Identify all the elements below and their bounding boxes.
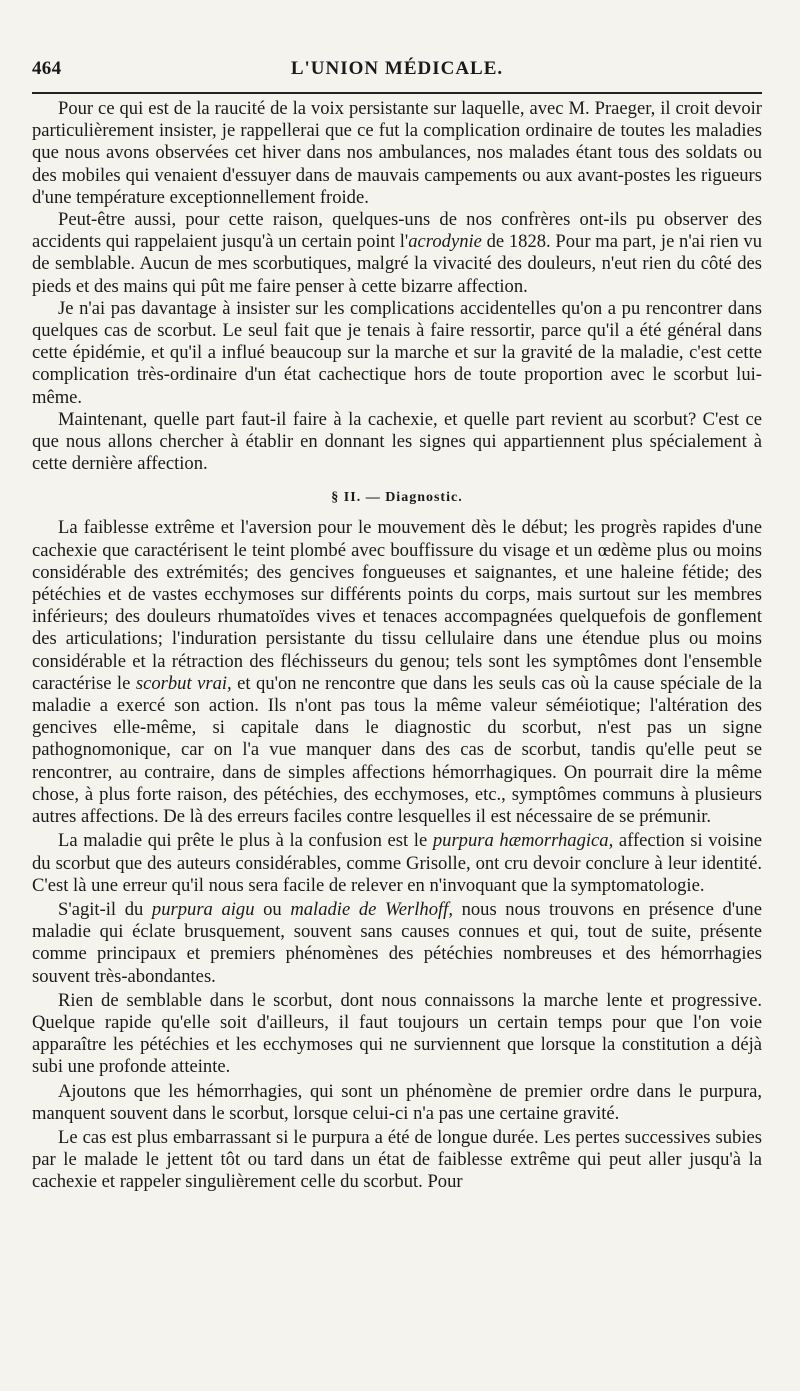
paragraph <box>32 990 762 1079</box>
paragraph <box>32 1081 762 1125</box>
text-run: Pour ce qui est de la raucité de la voix persistante sur laquelle, avec M. Praeger, il croit devoir particulièrement insister, je rappellerai que ce fut la complication ordinaire de toutes les maladies que nous avons observées cet hiver dans nos ambulances, nos malades étant tous des soldats ou des mobiles qui venaient d'essuyer dans de mauvais campements ou aux avant-postes les rigueurs d'une température exceptionnellement froide. <box>32 98 762 208</box>
text-run: La faiblesse extrême et l'aversion pour le mouvement dès le début; les progrès rapides d'une cachexie que caractérisent le teint plombé avec bouffissure du visage et un œdème plus ou moins considérable des extrémités; des gencives fongueuses et saignantes, et une haleine fétide; des pétéchies et de vastes ecchymoses sur différents points du corps, mais surtout sur les membres inférieurs; des douleurs rhumatoïdes vives et tenaces accompagnées quelquefois de gonflement des articulations; l'induration persistante du tissu cellulaire dans une étendue plus ou moins considérable et la rétraction des fléchisseurs du genou; tels sont les symptômes dont l'ensemble caractérise le <box>32 517 762 694</box>
text-run: Je n'ai pas davantage à insister sur les complications accidentelles qu'on a pu rencontrer dans quelques cas de scorbut. Le seul fait que je tenais à faire ressortir, parce qu'il a été général dans cette épidémie, et qu'il a influé beaucoup sur la marche et sur la gravité de la maladie, c'est cette complication très-ordinaire d'un état cachectique hors de toute proportion avec le scorbut lui-même. <box>32 297 762 408</box>
section-heading: § II. — Diagnostic. <box>331 490 463 506</box>
journal-title: L'UNION MÉDICALE. <box>290 58 504 79</box>
paragraph <box>32 98 762 209</box>
text-block-after <box>32 517 762 1193</box>
italic-term: acrodynie <box>408 231 482 253</box>
text-run: affection si voisine du scorbut que des auteurs considérables, comme Grisolle, ont cru devoir conclure à leur identité. C'est là une erreur qu'il nous sera facile de relever en n'invoquant que la symptomatologie. <box>32 830 762 896</box>
text-run: Maintenant, quelle part faut-il faire à la cachexie, et quelle part revient au scorbut? C'est ce que nous allons chercher à établir en donnant les signes qui appartiennent plus spécialement à cette dernière affection. <box>32 408 762 475</box>
text-run: La maladie qui prête le plus à la confusion est le <box>58 830 433 852</box>
text-run: Rien de semblable dans le scorbut, dont nous connaissons la marche lente et progressive. Quelque rapide qu'elle soit d'ailleurs, il faut toujours un certain temps pour que l'on voie apparaître les pétéchies et les ecchymoses qui ne surviennent que lorsque la constitution a déjà subi une profonde atteinte. <box>32 989 762 1078</box>
text-run: de 1828. Pour ma part, je n'ai rien vu de semblable. Aucun de mes scorbutiques, malgré la vivacité des douleurs, n'eut rien du côté des pieds et des mains qui pût me faire penser à cette bizarre affection. <box>32 231 763 297</box>
paragraph <box>32 830 762 897</box>
text-run: Peut-être aussi, pour cette raison, quelques-uns de nos confrères ont-ils pu observer des accidents qui rappelaient jusqu'à un certain point l' <box>32 209 762 253</box>
paragraph <box>32 899 762 988</box>
text-run: et qu'on ne rencontre que dans les seuls cas où la cause spéciale de la maladie a exercé son action. Ils n'ont pas tous la même valeur séméiotique; l'altération des gencives elle-même, si capitale dans le diagnostic du scorbut, n'est pas un signe pathognomonique, car on l'a vue manquer dans des cas de scorbut, tandis qu'elle peut se rencontrer, au contraire, dans de simples affections hémorrhagiques. On pourrait dire la même chose, à plus forte raison, des pétéchies, des ecchymoses, etc., symptômes communs à plusieurs autres affections. De là des erreurs faciles contre lesquelles il est nécessaire de se prémunir. <box>32 672 763 828</box>
italic-term: scorbut vrai, <box>135 672 232 694</box>
paragraph <box>32 409 762 476</box>
text-run: Le cas est plus embarrassant si le purpura a été de longue durée. Les pertes successives subies par le malade le jettent tôt ou tard dans un état de faiblesse extrême qui peut aller jusqu'à la cachexie et rappeler singulièrement celle du scorbut. Pour <box>32 1126 762 1193</box>
text-run: Ajoutons que les hémorrhagies, qui sont un phénomène de premier ordre dans le purpura, manquent souvent dans le scorbut, lorsque celui-ci n'a pas une certaine gravité. <box>32 1080 762 1124</box>
italic-term: maladie de Werlhoff, <box>290 898 453 920</box>
paragraph <box>32 1127 762 1194</box>
text-block-before <box>32 98 762 475</box>
running-head <box>32 58 762 88</box>
text-run: ou <box>254 898 291 920</box>
page-number: 464 <box>32 58 62 79</box>
text-run: S'agit-il du <box>58 898 152 920</box>
header-rule <box>32 92 762 94</box>
paragraph <box>32 298 762 409</box>
text-run: nous nous trouvons en présence d'une maladie qui éclate brusquement, souvent sans causes connues et qui, tout de suite, présente comme principaux et premiers phénomènes des pétéchies nombreuses et des hémorrhagies souvent très-abondantes. <box>32 898 762 987</box>
italic-term: purpura aigu <box>151 898 255 920</box>
italic-term: purpura hæmorrhagica, <box>432 830 614 852</box>
paragraph <box>32 517 762 828</box>
paragraph <box>32 209 762 298</box>
